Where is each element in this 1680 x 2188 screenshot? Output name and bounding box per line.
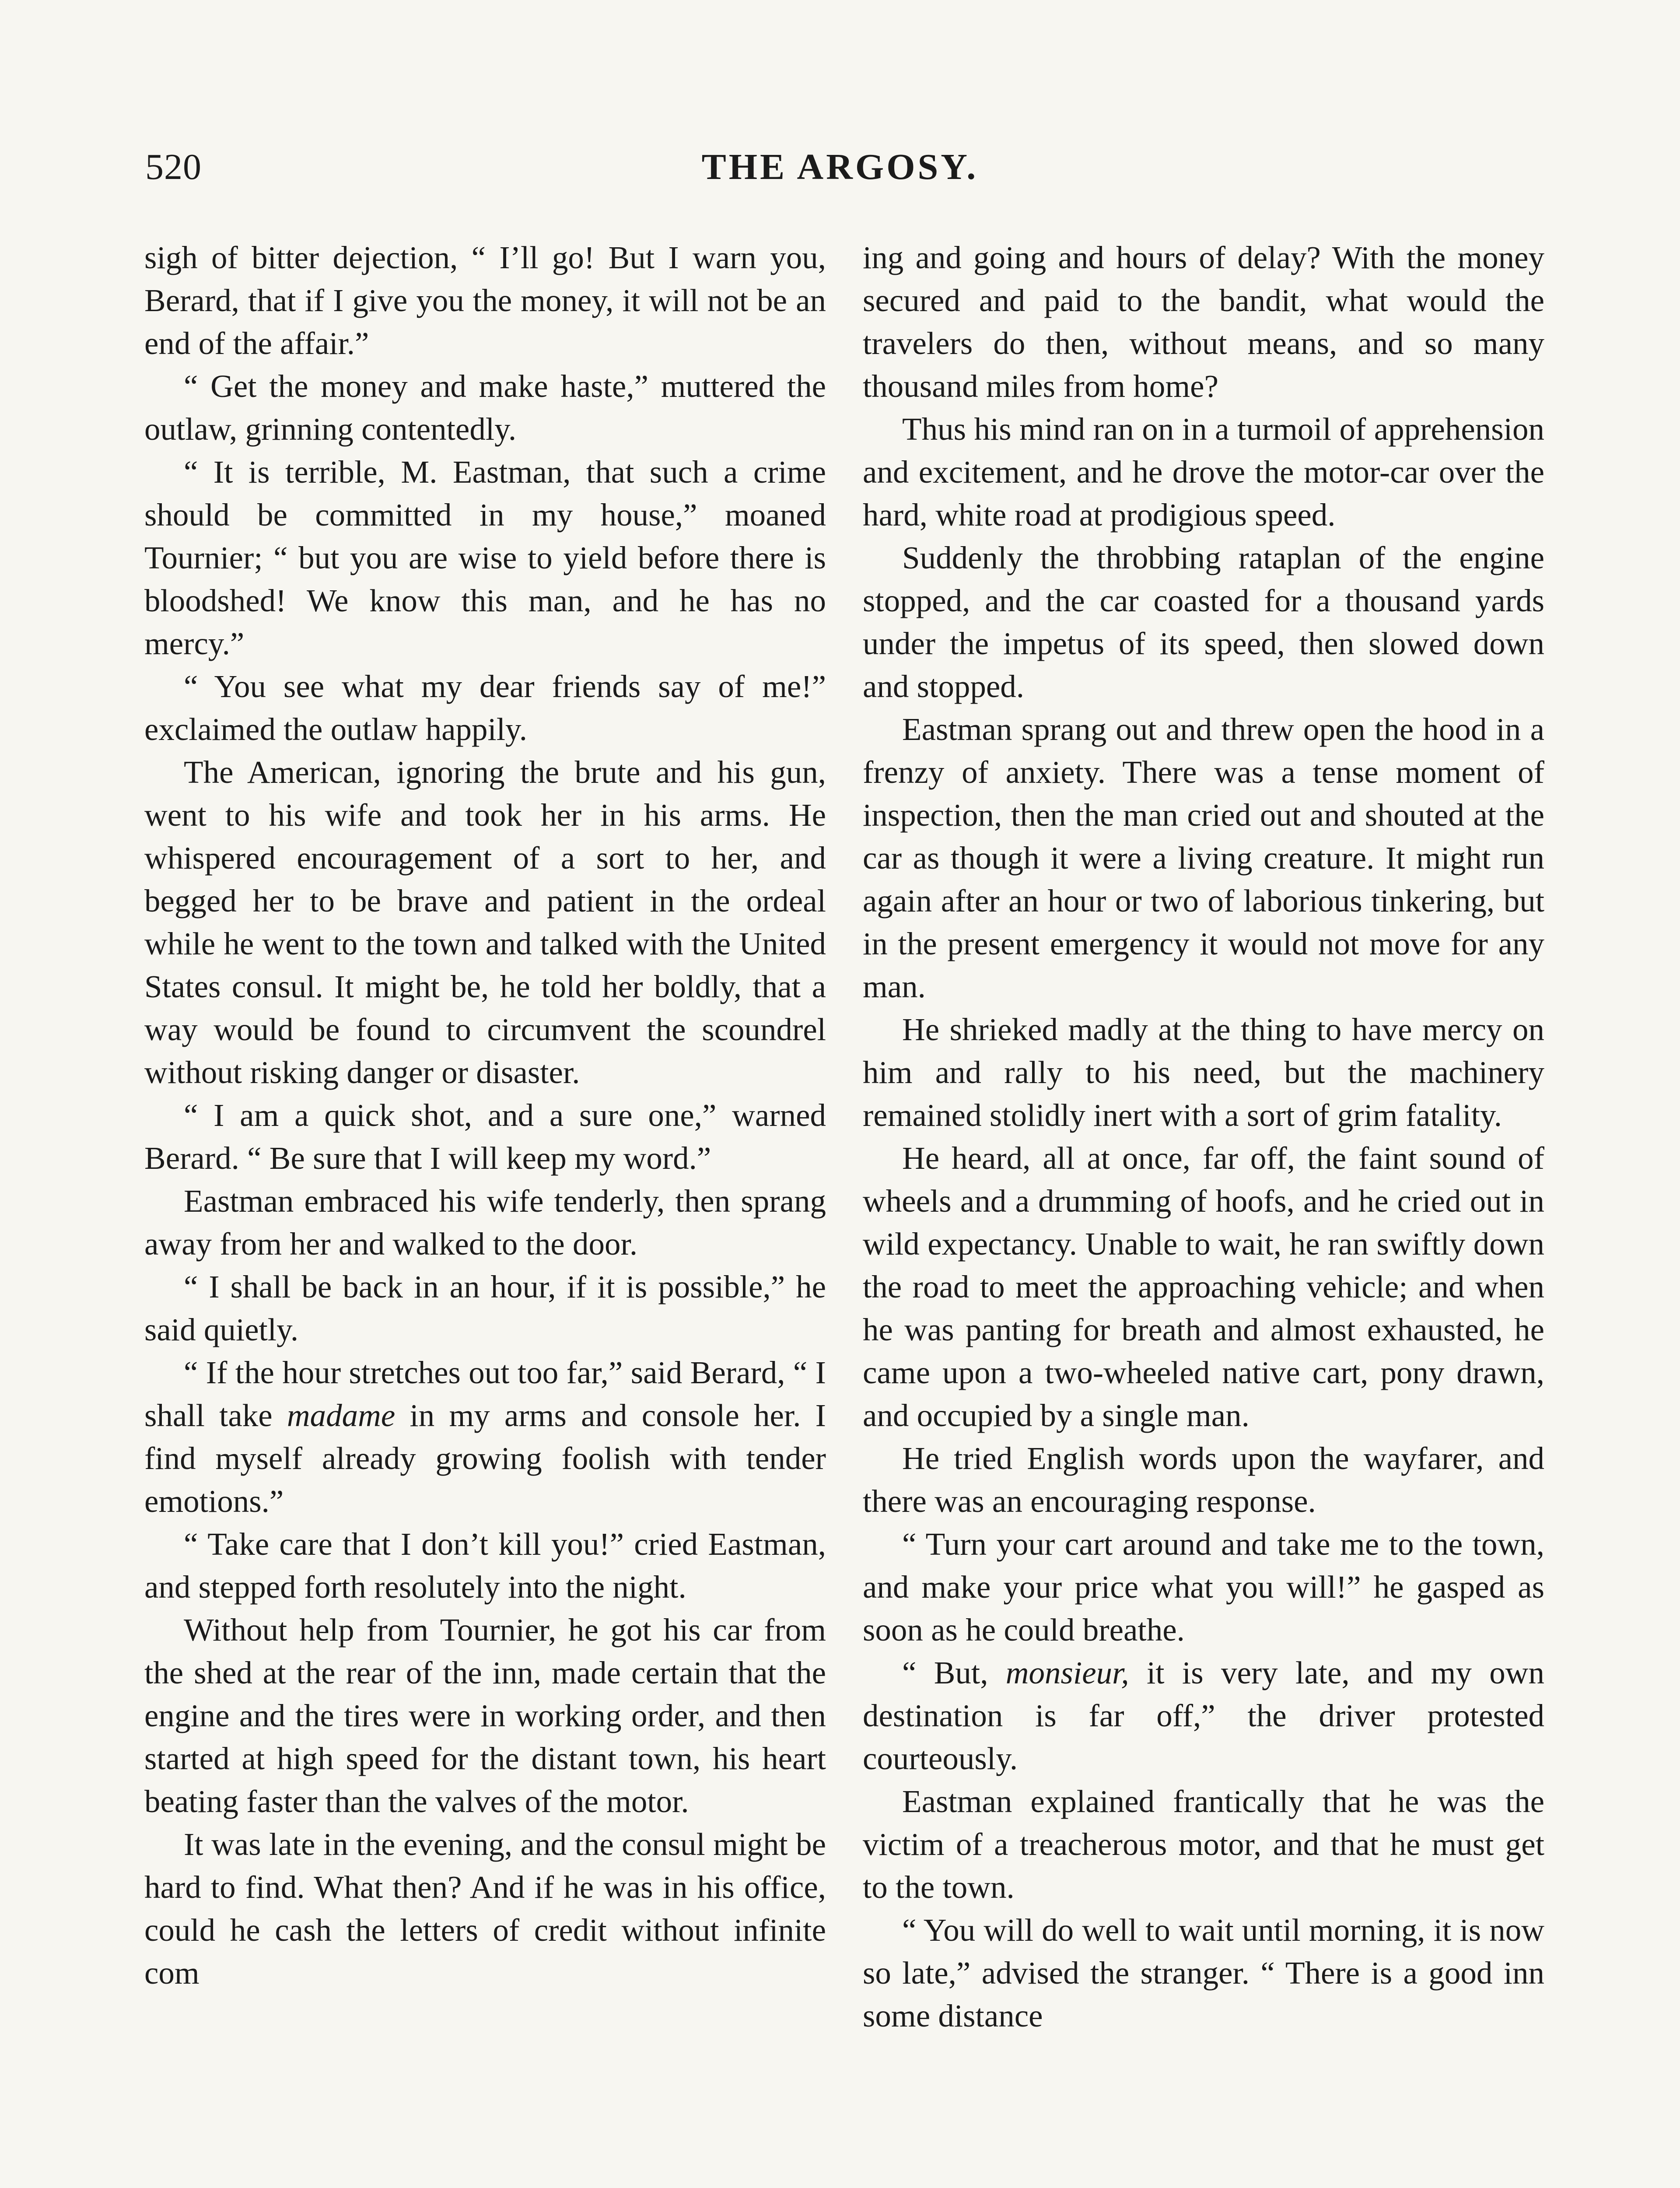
paragraph: “ You will do well to wait until morning, it is now so late,” advised the stranger. “ There is a good inn some distance: [863, 1912, 1544, 2034]
paragraph: “ You see what my dear friends say of me!” exclaimed the outlaw happily.: [144, 669, 826, 747]
paragraph: “ I am a quick shot, and a sure one,” warned Berard. “ Be sure that I will keep my word.”: [144, 1098, 826, 1176]
text-column-right: [863, 236, 1544, 2037]
paragraph: It was late in the evening, and the consul might be hard to find. What then? And if he was in his office, could he cash the letters of credit without infinite com: [144, 1827, 826, 1991]
paragraph: “ Turn your cart around and take me to the town, and make your price what you will!” he gasped as soon as he could breathe.: [863, 1526, 1544, 1648]
paragraph: He shrieked madly at the thing to have mercy on him and rally to his need, but the machinery remained stolidly inert with a sort of grim fatality.: [863, 1012, 1544, 1133]
paragraph: Suddenly the throbbing rataplan of the engine stopped, and the car coasted for a thousand yards under the impetus of its speed, then slowed down and stopped.: [863, 540, 1544, 704]
paragraph: “ Get the money and make haste,” muttered the outlaw, grinning contentedly.: [144, 368, 826, 447]
paragraph: The American, ignoring the brute and his gun, went to his wife and took her in his arms. He whispered encouragement of a sort to her, and begged her to be brave and patient in the ordeal while he went to the town and talked with the United States consul. It might be, he told her boldly, that a way would be found to circumvent the scoundrel without risking danger or disaster.: [144, 754, 826, 1090]
paragraph: Thus his mind ran on in a turmoil of apprehension and excitement, and he drove the motor-car over the hard, white road at prodigious speed.: [863, 411, 1544, 533]
paragraph: Without help from Tournier, he got his car from the shed at the rear of the inn, made certain that the engine and the tires were in working order, and then started at high speed for the distant town, his heart beating faster than the valves of the motor.: [144, 1612, 826, 1819]
paragraph: Eastman explained frantically that he was the victim of a treacherous motor, and that he must get to the town.: [863, 1784, 1544, 1905]
paragraph: ing and going and hours of delay? With the money secured and paid to the bandit, what would the travelers do then, without means, and so many thousand miles from home?: [863, 240, 1544, 404]
paragraph: Eastman embraced his wife tenderly, then sprang away from her and walked to the door.: [144, 1183, 826, 1262]
paragraph: “ It is terrible, M. Eastman, that such a crime should be committed in my house,” moaned Tournier; “ but you are wise to yield before there is bloodshed! We know this man, and he has no mercy.”: [144, 454, 826, 661]
text-column-left: [144, 236, 826, 1995]
paragraph: “ But, monsieur, it is very late, and my own destination is far off,” the driver protested courteously.: [863, 1655, 1545, 1776]
running-head: THE ARGOSY.: [701, 147, 979, 187]
paragraph: Eastman sprang out and threw open the hood in a frenzy of anxiety. There was a tense moment of inspection, then the man cried out and shouted at the car as though it were a living creature. It might run again after an hour or two of laborious tinkering, but in the present emergency it would not move for any man.: [863, 712, 1544, 1004]
paragraph: He tried English words upon the wayfarer, and there was an encouraging response.: [863, 1441, 1544, 1519]
paragraph: “ Take care that I don’t kill you!” cried Eastman, and stepped forth resolutely into the night.: [144, 1526, 826, 1605]
paragraph: “ I shall be back in an hour, if it is possible,” he said quietly.: [144, 1269, 826, 1347]
paragraph: He heard, all at once, far off, the faint sound of wheels and a drumming of hoofs, and he cried out in wild expectancy. Unable to wait, he ran swiftly down the road to meet the approaching vehicle; and when he was panting for breath and almost exhausted, he came upon a two-wheeled native cart, pony drawn, and occupied by a single man.: [863, 1140, 1544, 1433]
paragraph: “ If the hour stretches out too far,” said Berard, “ I shall take madame in my arms and console her. I find myself already growing foolish with tender emotions.”: [144, 1355, 826, 1519]
paragraph: sigh of bitter dejection, “ I’ll go! But I warn you, Berard, that if I give you the money, it will not be an end of the affair.”: [144, 240, 826, 361]
page-number: 520: [145, 147, 202, 187]
